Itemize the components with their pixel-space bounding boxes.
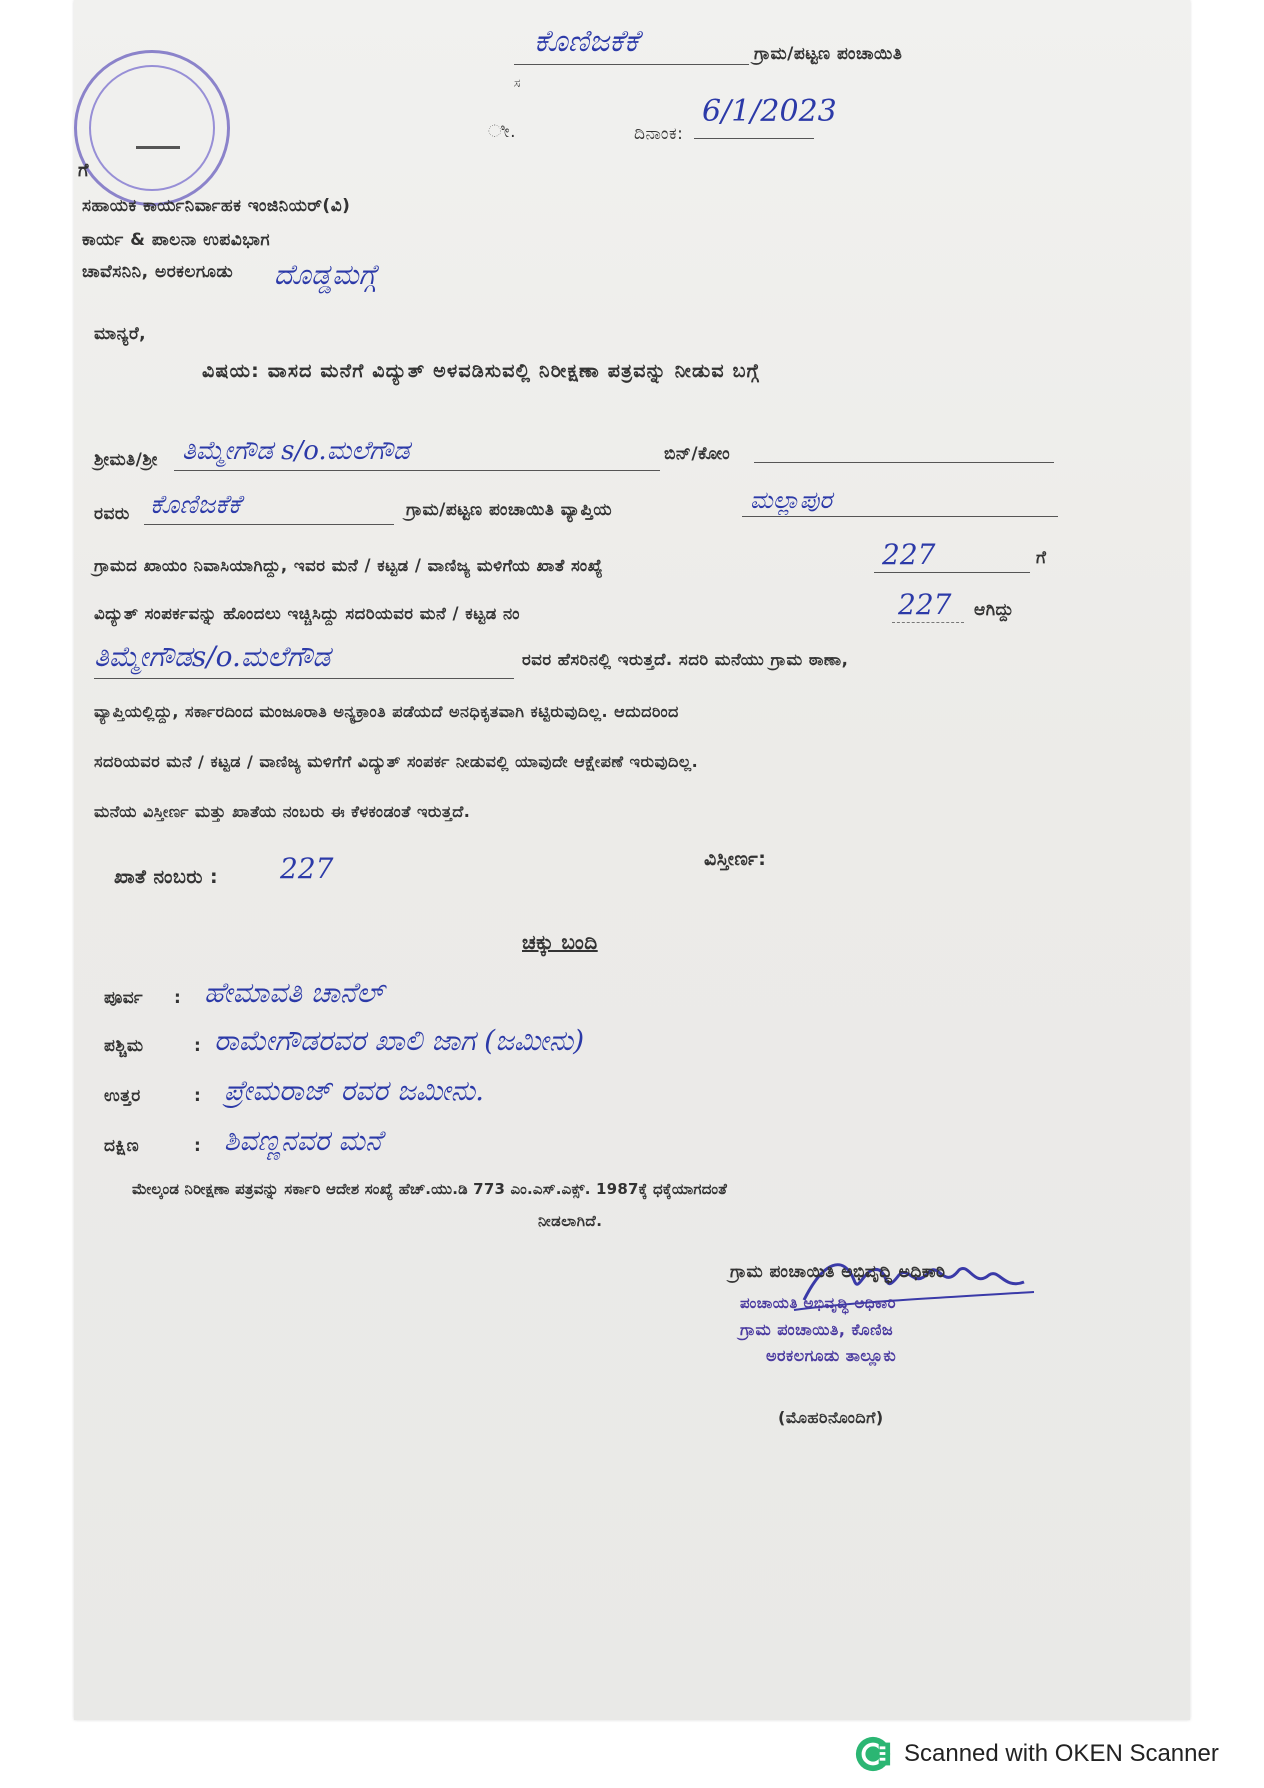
west-label: ಪಶ್ಚಿಮ (104, 1036, 144, 1056)
l1-prefix: ಶ್ರೀಮತಿ/ಶ್ರೀ (94, 450, 158, 470)
l2-village: ಕೊಣಿಜಕೆಕೆ (150, 490, 241, 520)
north-colon: : (194, 1086, 202, 1106)
stamp-line1: ಪಂಚಾಯತಿ ಅಭಿವೃದ್ಧಿ ಅಧಿಕಾರಿ (740, 1294, 897, 1312)
office-handwritten: ದೊಡ್ಡಮಗ್ಗೆ (274, 258, 377, 291)
l5-text: ರವರ ಹೆಸರಿನಲ್ಲಿ ಇರುತ್ತದೆ. ಸದರಿ ಮನೆಯು ಗ್ರಾಮ ಠಾಣಾ, (522, 650, 849, 669)
l1-bin-label: ಬಿನ್/ಕೋಂ (664, 444, 731, 464)
l3-num: 227 (882, 538, 936, 571)
east-colon: : (174, 988, 182, 1008)
boundaries-heading: ಚಕ್ಕು ಬಂದಿ (522, 930, 598, 954)
designation: ಸಹಾಯಕ ಕಾರ್ಯನಿರ್ವಾಹಕ ಇಂಜಿನಿಯರ್(ವಿ) (82, 196, 351, 216)
west-colon: : (194, 1036, 202, 1056)
khata-label: ಖಾತೆ ನಂಬರು : (114, 866, 219, 888)
stamp-line3: ಅರಕಲಗೂಡು ತಾಲ್ಲೂಕು (766, 1346, 897, 1365)
date-underline (694, 138, 814, 139)
l2-mid: ಗ್ರಾಮ/ಪಟ್ಟಣ ಪಂಚಾಯಿತಿ ವ್ಯಾಪ್ತಿಯ (406, 500, 613, 520)
sa-mark: ಸ (514, 76, 521, 90)
scanned-document (74, 0, 1190, 1720)
north-label: ಉತ್ತರ (104, 1086, 141, 1106)
l5-name: ತಿಮ್ಮೇಗೌಡs/o.ಮಲೆಗೌಡ (94, 640, 331, 673)
l2-area-underline (742, 516, 1058, 517)
north-value: ಪ್ರೇಮರಾಜ್ ರವರ ಜಮೀನು. (224, 1074, 484, 1107)
l5-name-underline (94, 678, 514, 679)
date-prefix-mark: ೀ. (488, 122, 516, 142)
salutation: ಮಾನ್ಯರೆ, (94, 324, 147, 344)
scanner-label: Scanned with OKEN Scanner (904, 1740, 1219, 1767)
east-label: ಪೂರ್ವ (104, 988, 144, 1008)
area-label: ವಿಸ್ತೀರ್ಣ: (704, 848, 767, 870)
office: ಚಾವೆಸನಿನಿ, ಅರಕಲಗೂಡು (82, 262, 234, 282)
office-seal (74, 50, 230, 206)
l2-village-underline (144, 524, 394, 525)
l4-num-underline (892, 622, 964, 623)
date-label: ದಿನಾಂಕ: (634, 124, 684, 144)
panchayat-label: ಗ್ರಾಮ/ಪಟ್ಟಣ ಪಂಚಾಯಿತಿ (754, 44, 903, 64)
south-label: ದಕ್ಷಿಣ (104, 1136, 140, 1156)
footer-line2: ನೀಡಲಾಗಿದೆ. (538, 1212, 603, 1230)
seal-dash (136, 146, 180, 149)
l4-text: ವಿದ್ಯುತ್ ಸಂಪರ್ಕವನ್ನು ಹೊಂದಲು ಇಚ್ಚಿಸಿದ್ದು ಸದರಿಯವರ ಮನೆ / ಕಟ್ಟಡ ನಂ (94, 604, 520, 623)
date-value: 6/1/2023 (702, 94, 837, 129)
l4-num: 227 (898, 588, 952, 621)
stamp-line2: ಗ್ರಾಮ ಪಂಚಾಯಿತಿ, ಕೊಣಿಜ (740, 1320, 894, 1339)
l3-suffix: ಗೆ (1036, 548, 1047, 568)
oken-scanner-icon (854, 1735, 892, 1773)
l6-text: ವ್ಯಾಪ್ತಿಯಲ್ಲಿದ್ದು, ಸರ್ಕಾರದಿಂದ ಮಂಜೂರಾತಿ ಅನ್ಯಕ್ರಾಂತಿ ಪಡೆಯದೆ ಅನಧಿಕೃತವಾಗಿ ಕಟ್ಟಿರುವುದಿಲ್ಲ. ಆದುದರಿಂದ (94, 702, 679, 721)
l1-name-underline (174, 470, 660, 471)
division: ಕಾರ್ಯ & ಪಾಲನಾ ಉಪವಿಭಾಗ (82, 230, 271, 250)
signatory-title: ಗ್ರಾಮ ಪಂಚಾಯಿತಿ ಅಭಿವೃದ್ಧಿ ಅಧಿಕಾರಿ (730, 1262, 946, 1282)
l3-num-underline (874, 572, 1030, 573)
west-value: ರಾಮೇಗೌಡರವರ ಖಾಲಿ ಜಾಗ (ಜಮೀನು) (214, 1024, 585, 1057)
subject: ವಿಷಯ: ವಾಸದ ಮನೆಗೆ ವಿದ್ಯುತ್ ಅಳವಡಿಸುವಲ್ಲಿ ನಿರೀಕ್ಷಣಾ ಪತ್ರವನ್ನು ನೀಡುವ ಬಗ್ಗೆ (202, 360, 760, 382)
l2-area: ಮಲ್ಲಾಪುರ (750, 486, 832, 514)
khata-value: 227 (280, 852, 334, 885)
l1-name: ತಿಮ್ಮೇಗೌಡ s/o.ಮಲೆಗೌಡ (182, 436, 410, 466)
to-label: ಗೆ (78, 160, 89, 181)
east-value: ಹೇಮಾವತಿ ಚಾನೆಲ್ (204, 976, 384, 1009)
south-value: ಶಿವಣ್ಣನವರ ಮನೆ (224, 1124, 382, 1157)
l3-text: ಗ್ರಾಮದ ಖಾಯಂ ನಿವಾಸಿಯಾಗಿದ್ದು, ಇವರ ಮನೆ / ಕಟ್ಟಡ / ವಾಣಿಜ್ಯ ಮಳಿಗೆಯ ಖಾತೆ ಸಂಖ್ಯೆ (94, 556, 604, 575)
seal-note: (ಮೊಹರಿನೊಂದಿಗೆ) (778, 1408, 884, 1427)
l8-text: ಮನೆಯ ವಿಸ್ತೀರ್ಣ ಮತ್ತು ಖಾತೆಯ ನಂಬರು ಈ ಕೆಳಕಂಡಂತೆ ಇರುತ್ತದೆ. (94, 802, 471, 821)
footer-line1: ಮೇಲ್ಕಂಡ ನಿರೀಕ್ಷಣಾ ಪತ್ರವನ್ನು ಸರ್ಕಾರಿ ಆದೇಶ ಸಂಖ್ಯೆ ಹೆಚ್.ಯು.ಡಿ 773 ಎಂ.ಎಸ್.ಎಕ್ಸ್. 1987ಕ್ಕೆ ಧಕ್ಕೆಯಾಗದಂತೆ (132, 1180, 728, 1198)
scanner-footer (854, 1734, 1219, 1774)
l2-prefix: ರವರು (94, 504, 130, 524)
l4-suffix: ಆಗಿದ್ದು (974, 600, 1014, 620)
village-handwritten: ಕೊಣಿಜಕೆಕೆ (534, 24, 639, 59)
south-colon: : (194, 1136, 202, 1156)
l7-text: ಸದರಿಯವರ ಮನೆ / ಕಟ್ಟಡ / ವಾಣಿಜ್ಯ ಮಳಿಗೆಗೆ ವಿದ್ಯುತ್ ಸಂಪರ್ಕ ನೀಡುವಲ್ಲಿ ಯಾವುದೇ ಆಕ್ಷೇಪಣೆ ಇರುವುದಿಲ್ಲ. (94, 752, 699, 771)
l1-bin-underline (754, 462, 1054, 463)
village-underline (514, 64, 749, 65)
